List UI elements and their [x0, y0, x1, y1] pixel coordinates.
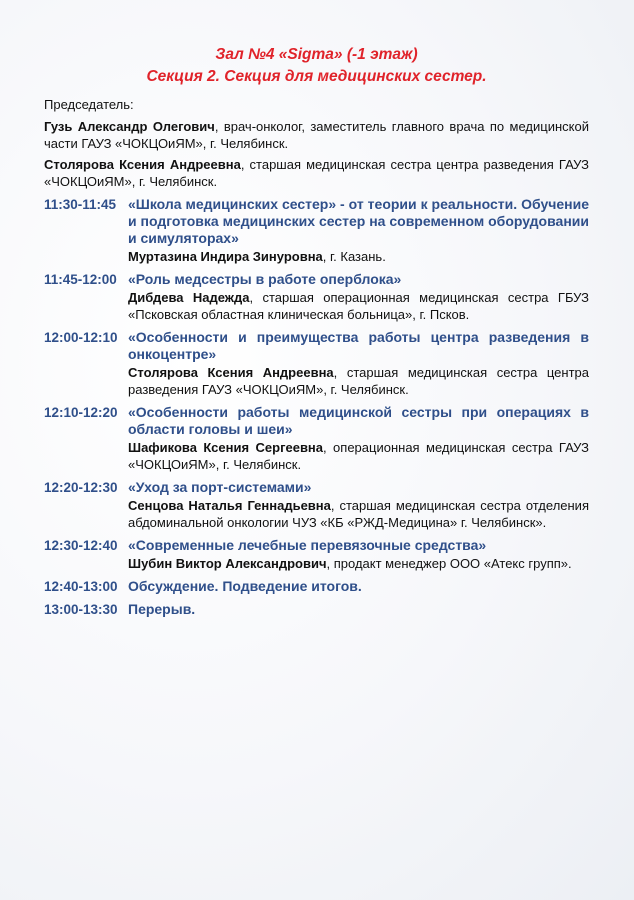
time-slot: 11:45-12:00 — [44, 272, 117, 287]
chair-name: Столярова Ксения Андреевна — [44, 157, 241, 172]
time-slot: 12:30-12:40 — [44, 538, 118, 553]
time-slot: 12:20-12:30 — [44, 480, 118, 495]
closing-item — [44, 578, 589, 595]
speaker-name: Муртазина Индира Зинуровна — [128, 249, 323, 264]
closing-text: Перерыв. — [128, 601, 196, 617]
speaker — [128, 439, 589, 473]
speaker — [128, 248, 589, 265]
speaker-info: , старшая медицинская сестра центра разведения ГАУЗ «ЧОКЦОиЯМ», г. Челябинск. — [128, 365, 590, 397]
chair-name: Гузь Александр Олегович — [44, 119, 215, 134]
time-slot: 12:40-13:00 — [44, 579, 118, 594]
chair-person — [44, 156, 589, 190]
speaker — [128, 289, 589, 323]
program-page — [44, 44, 589, 618]
speaker-name: Столярова Ксения Андреевна — [128, 365, 334, 380]
section-title: Секция 2. Секция для медицинских сестер. — [146, 68, 487, 85]
speaker-name: Сенцова Наталья Геннадьевна — [128, 498, 331, 513]
time-slot: 12:10-12:20 — [44, 405, 118, 420]
speaker-name: Шафикова Ксения Сергеевна — [128, 440, 324, 455]
speaker-info: , старшая операционная медицинская сестра ГБУЗ «Псковская областная клиническая больница», г. Псков. — [128, 290, 589, 322]
speaker-info: , г. Казань. — [322, 249, 386, 264]
chair-info: , старшая медицинская сестра центра разведения ГАУЗ «ЧОКЦОиЯМ», г. Челябинск. — [44, 157, 589, 189]
time-slot: 13:00-13:30 — [44, 602, 118, 617]
program-item — [44, 479, 589, 531]
talk-title: «Школа медицинских сестер» - от теории к реальности. Обучение и подготовка медицинских сестер на современном оборудовании и симуляторах» — [128, 196, 589, 246]
program-item — [44, 329, 589, 398]
speaker-info: , операционная медицинская сестра ГАУЗ «ЧОКЦОиЯМ», г. Челябинск. — [128, 440, 589, 472]
talk-title: «Современные лечебные перевязочные средства» — [128, 537, 487, 553]
closing-text: Обсуждение. Подведение итогов. — [128, 578, 362, 594]
chair-info: , врач-онколог, заместитель главного врача по медицинской части ГАУЗ «ЧОКЦОиЯМ», г. Челябинск. — [44, 119, 589, 151]
program-list — [44, 196, 589, 618]
time-slot: 12:00-12:10 — [44, 330, 118, 345]
hall-title: Зал №4 «Sigma» (-1 этаж) — [215, 46, 418, 63]
talk-title: «Роль медсестры в работе оперблока» — [128, 271, 402, 287]
program-item — [44, 196, 589, 265]
talk-title: «Особенности и преимущества работы центра разведения в онкоцентре» — [128, 329, 589, 362]
speaker-info: , продакт менеджер ООО «Атекс групп». — [326, 556, 572, 571]
speaker-name: Дибдева Надежда — [128, 290, 250, 305]
closing-item — [44, 601, 589, 618]
speaker-name: Шубин Виктор Александрович — [128, 556, 327, 571]
program-item — [44, 271, 589, 323]
speaker-info: , старшая медицинская сестра отделения абдоминальной онкологии ЧУЗ «КБ «РЖД-Медицина» г. Челябинск». — [128, 498, 589, 530]
chair-person — [44, 118, 589, 152]
speaker — [128, 497, 589, 531]
program-item — [44, 404, 589, 473]
speaker — [128, 555, 589, 572]
speaker — [128, 364, 589, 398]
chair-label: Председатель: — [44, 97, 134, 112]
talk-title: «Уход за порт-системами» — [128, 479, 312, 495]
program-item — [44, 537, 589, 572]
time-slot: 11:30-11:45 — [44, 197, 117, 212]
talk-title: «Особенности работы медицинской сестры при операциях в области головы и шеи» — [128, 404, 589, 437]
